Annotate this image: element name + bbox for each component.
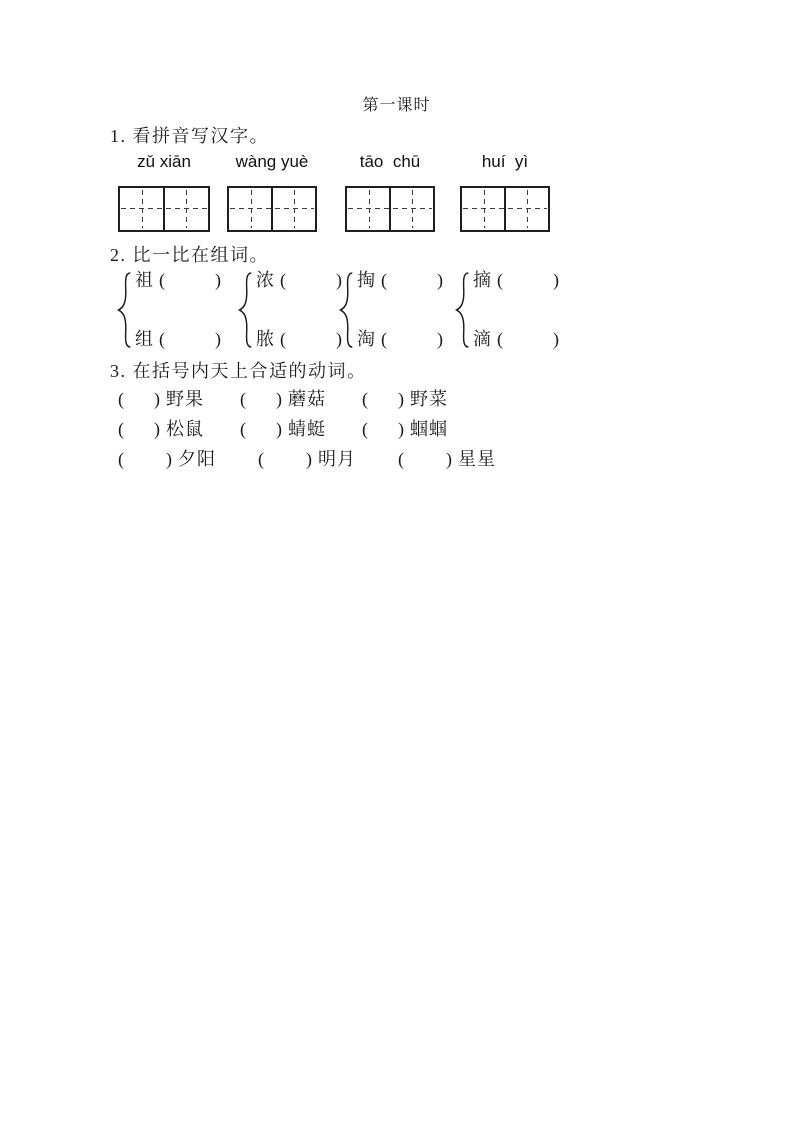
grid-dashed-vline xyxy=(527,190,528,228)
paren-close: ) xyxy=(154,389,160,409)
hanzi-char: 掏 xyxy=(357,270,375,290)
paren-open: ( xyxy=(118,449,124,469)
q1-prompt: 1. 看拼音写汉字。 xyxy=(110,126,269,146)
left-brace-icon xyxy=(236,271,254,349)
paren-open: ( xyxy=(159,329,165,349)
grid-cell-divider xyxy=(504,188,506,230)
paren-open: ( xyxy=(240,389,246,409)
paren-close: ) xyxy=(336,329,342,349)
paren-close: ) xyxy=(437,329,443,349)
verb-blank-item xyxy=(240,389,326,409)
left-brace-icon xyxy=(453,271,471,349)
grid-dashed-vline xyxy=(186,190,187,228)
paren-open: ( xyxy=(240,419,246,439)
pinyin-label: zǔ xiān xyxy=(137,152,191,171)
grid-cell-divider xyxy=(163,188,165,230)
verb-blank-item xyxy=(362,419,448,439)
paren-open: ( xyxy=(497,270,503,290)
paren-close: ) xyxy=(215,329,221,349)
verb-blank-item xyxy=(118,449,216,469)
grid-dashed-vline xyxy=(369,190,370,228)
paren-open: ( xyxy=(280,270,286,290)
verb-blank-item xyxy=(240,419,326,439)
compare-pair-group xyxy=(115,271,221,349)
noun-label: 蘑菇 xyxy=(288,389,326,409)
paren-close: ) xyxy=(336,270,342,290)
q3-row xyxy=(118,389,448,409)
paren-open: ( xyxy=(398,449,404,469)
grid-cell-divider xyxy=(389,188,391,230)
grid-cell-divider xyxy=(271,188,273,230)
noun-label: 夕阳 xyxy=(178,449,216,469)
paren-open: ( xyxy=(362,419,368,439)
paren-close: ) xyxy=(276,389,282,409)
writing-grid-box xyxy=(118,186,210,232)
verb-blank-item xyxy=(258,449,356,469)
compare-pair-row xyxy=(256,330,342,349)
q3-row xyxy=(118,449,496,469)
paren-open: ( xyxy=(280,329,286,349)
paren-close: ) xyxy=(276,419,282,439)
paren-close: ) xyxy=(398,419,404,439)
paren-open: ( xyxy=(362,389,368,409)
paren-open: ( xyxy=(118,389,124,409)
hanzi-char: 祖 xyxy=(135,270,153,290)
compare-pair-group xyxy=(236,271,342,349)
grid-dashed-vline xyxy=(251,190,252,228)
paren-open: ( xyxy=(258,449,264,469)
noun-label: 野果 xyxy=(166,389,204,409)
writing-grid-box xyxy=(227,186,317,232)
noun-label: 松鼠 xyxy=(166,419,204,439)
grid-dashed-vline xyxy=(484,190,485,228)
paren-close: ) xyxy=(166,449,172,469)
pinyin-label: tāo chū xyxy=(359,152,421,171)
noun-label: 野菜 xyxy=(410,389,448,409)
hanzi-char: 浓 xyxy=(256,270,274,290)
pinyin-label: wàng yuè xyxy=(235,152,309,171)
compare-pair-row xyxy=(135,271,221,290)
paren-open: ( xyxy=(159,270,165,290)
verb-blank-item xyxy=(118,389,204,409)
pinyin-label: huí yì xyxy=(481,152,529,171)
left-brace-icon xyxy=(115,271,133,349)
verb-blank-item xyxy=(118,419,204,439)
paren-close: ) xyxy=(446,449,452,469)
verb-blank-item xyxy=(398,449,496,469)
compare-pair-group xyxy=(453,271,559,349)
paren-close: ) xyxy=(553,329,559,349)
paren-close: ) xyxy=(154,419,160,439)
compare-pair-row xyxy=(357,330,443,349)
grid-dashed-vline xyxy=(142,190,143,228)
hanzi-char: 摘 xyxy=(473,270,491,290)
q3-prompt: 3. 在括号内天上合适的动词。 xyxy=(110,361,367,381)
page-title: 第一课时 xyxy=(362,97,431,114)
compare-pair-row xyxy=(473,330,559,349)
noun-label: 蝈蝈 xyxy=(410,419,448,439)
hanzi-char: 脓 xyxy=(256,329,274,349)
verb-blank-item xyxy=(362,389,448,409)
paren-open: ( xyxy=(381,270,387,290)
q3-row xyxy=(118,419,448,439)
paren-close: ) xyxy=(306,449,312,469)
paren-open: ( xyxy=(381,329,387,349)
paren-close: ) xyxy=(437,270,443,290)
paren-close: ) xyxy=(553,270,559,290)
hanzi-char: 组 xyxy=(135,329,153,349)
writing-grid-box xyxy=(345,186,435,232)
compare-pair-row xyxy=(135,330,221,349)
noun-label: 星星 xyxy=(458,449,496,469)
compare-pair-row xyxy=(357,271,443,290)
paren-close: ) xyxy=(215,270,221,290)
noun-label: 蜻蜓 xyxy=(288,419,326,439)
hanzi-char: 滴 xyxy=(473,329,491,349)
left-brace-icon xyxy=(337,271,355,349)
noun-label: 明月 xyxy=(318,449,356,469)
q2-prompt: 2. 比一比在组词。 xyxy=(110,245,269,265)
paren-close: ) xyxy=(398,389,404,409)
paren-open: ( xyxy=(118,419,124,439)
grid-dashed-vline xyxy=(294,190,295,228)
compare-pair-row xyxy=(256,271,342,290)
compare-pair-group xyxy=(337,271,443,349)
grid-dashed-vline xyxy=(412,190,413,228)
paren-open: ( xyxy=(497,329,503,349)
writing-grid-box xyxy=(460,186,550,232)
hanzi-char: 淘 xyxy=(357,329,375,349)
compare-pair-row xyxy=(473,271,559,290)
